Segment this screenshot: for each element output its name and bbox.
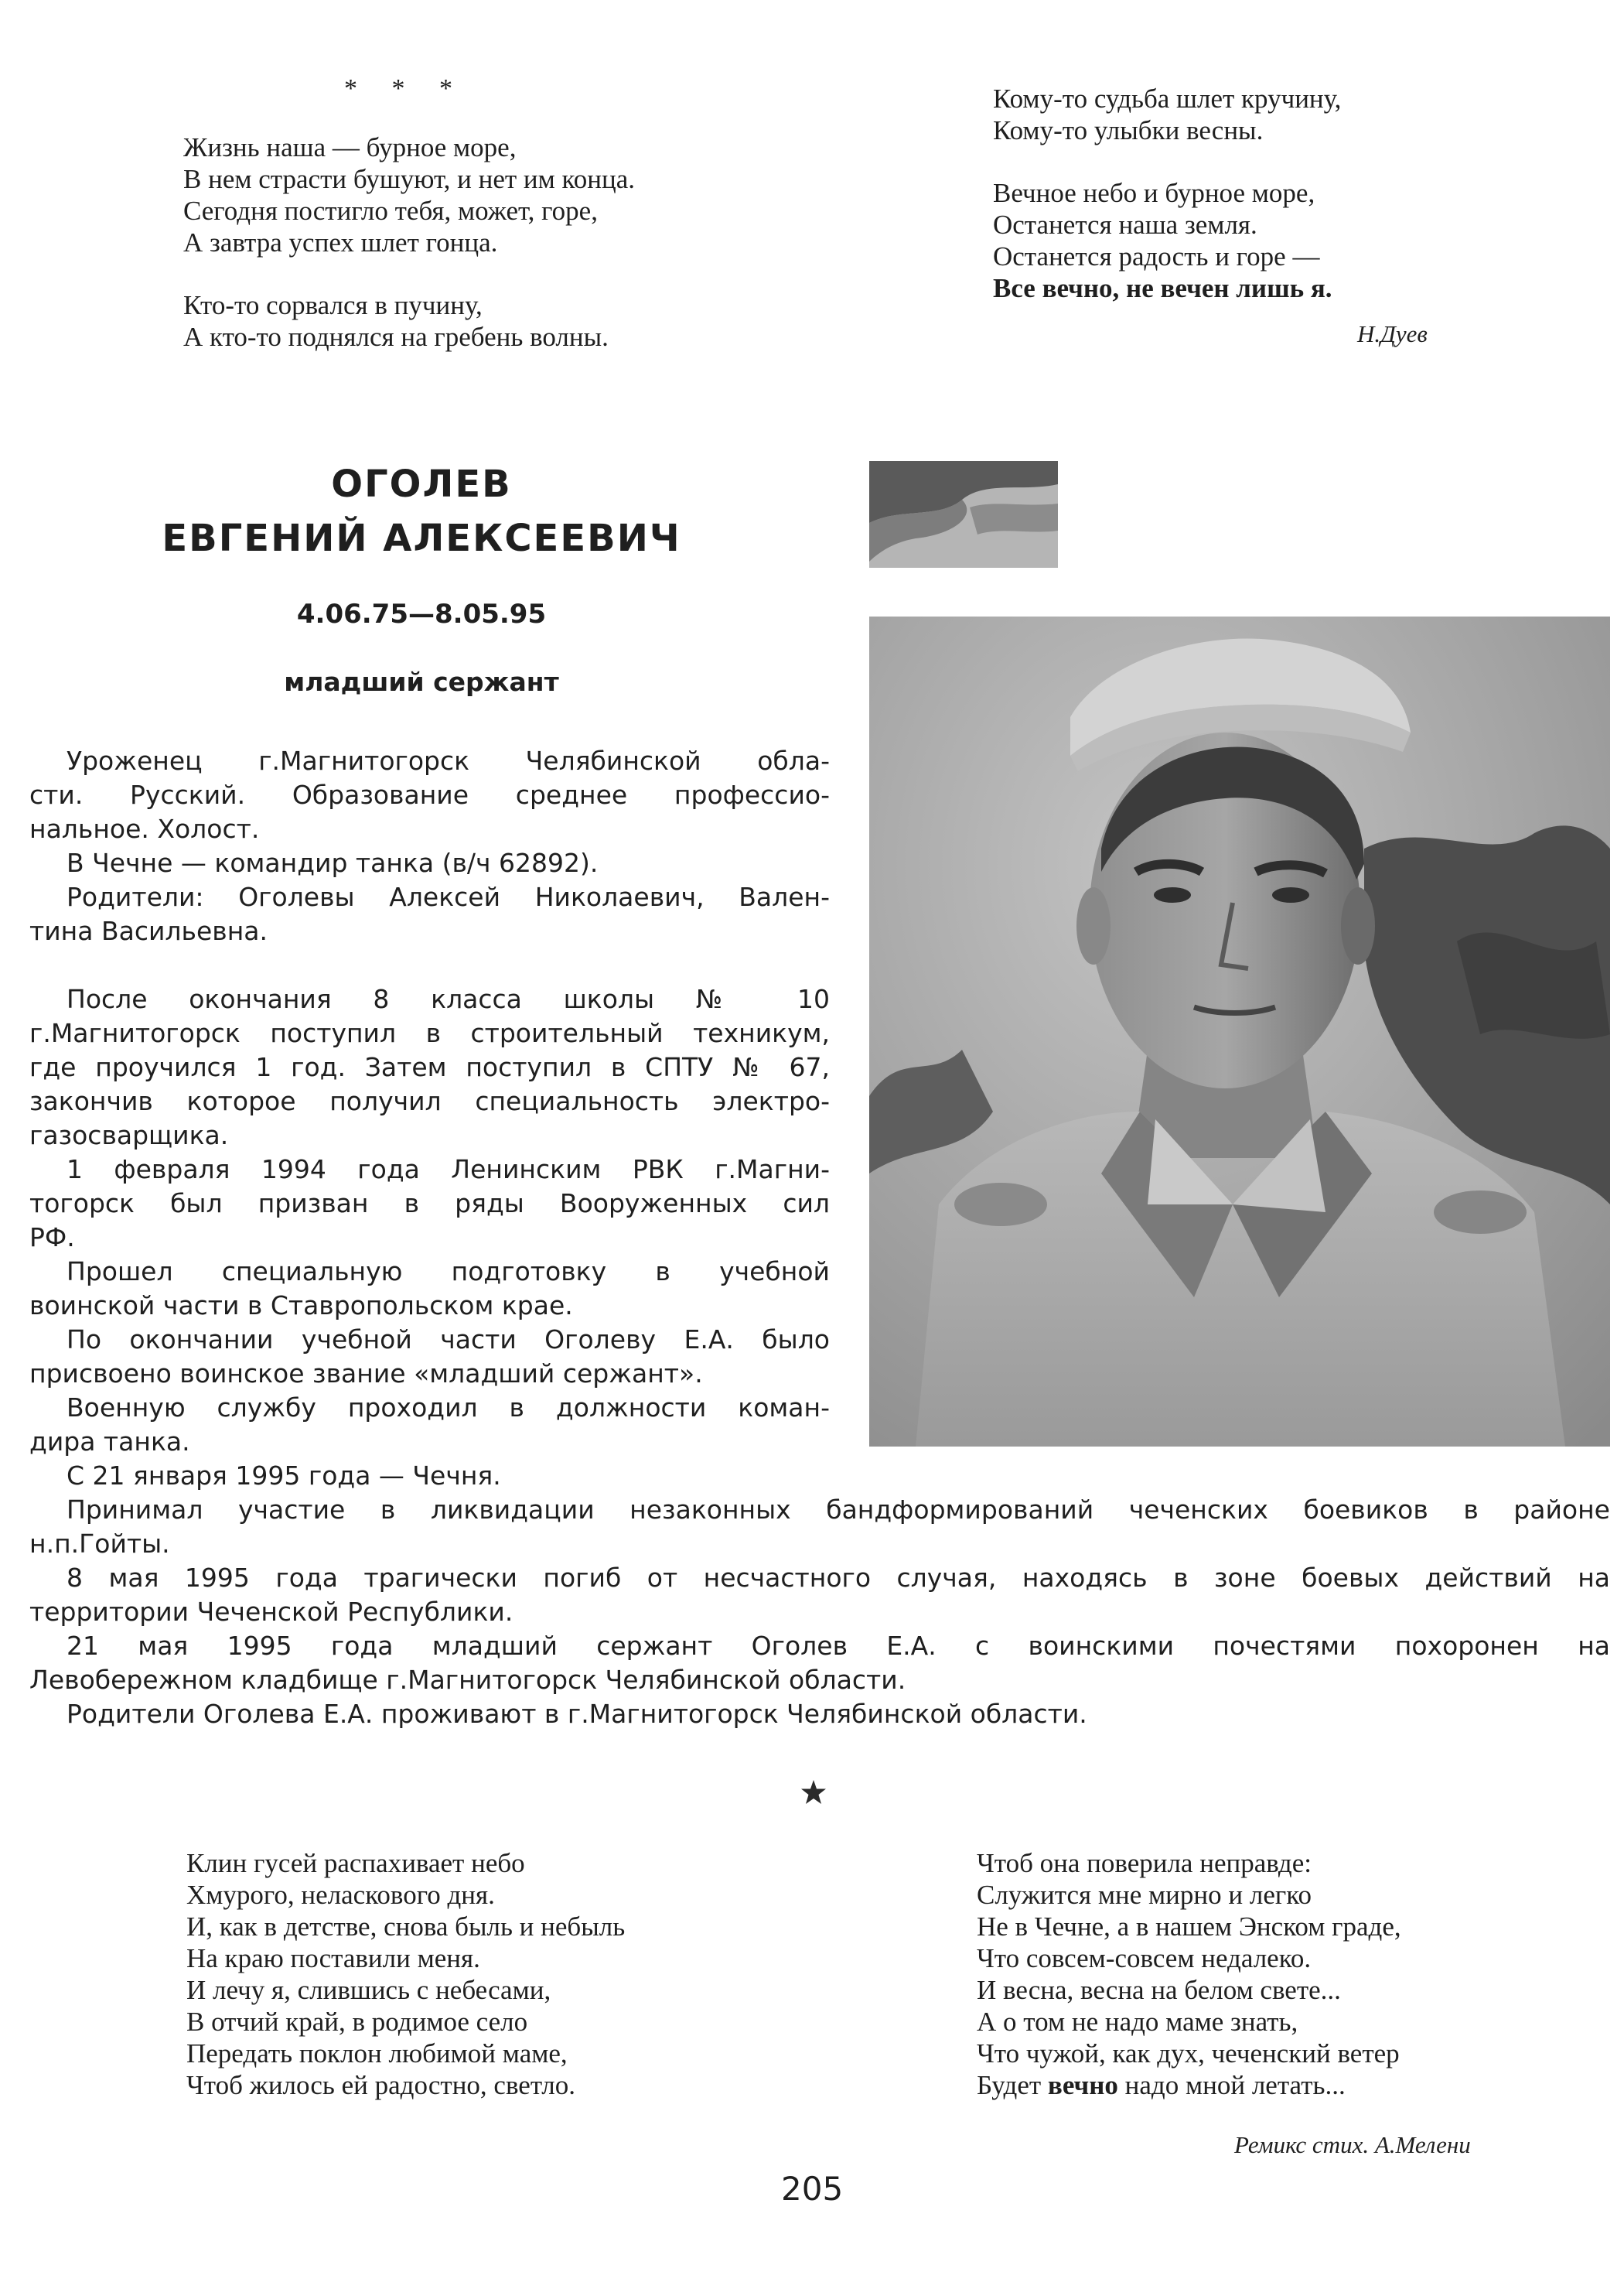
bio-line: 8 мая 1995 года трагически погиб от несчастного случая, находясь в зоне боевых действий на <box>67 1563 1610 1593</box>
text-line: И весна, весна на белом свете... <box>977 1975 1341 2005</box>
text-line: Жизнь наша — бурное море, <box>183 132 517 162</box>
bio-line: воинской части в Ставропольском крае. <box>29 1290 573 1320</box>
bio-line: г.Магнитогорск поступил в строительный техникум, <box>29 1018 830 1048</box>
poem-separator: * * * <box>344 74 466 103</box>
bio-line: н.п.Гойты. <box>29 1529 170 1559</box>
photo-fragment <box>869 461 1058 568</box>
bio-line: Прошел специальную подготовку в учебной <box>67 1256 830 1286</box>
bio-paragraph <box>29 1697 1610 1731</box>
bio-paragraph <box>29 1153 830 1255</box>
bio-line: территории Чеченской Республики. <box>29 1597 513 1627</box>
bio-line: дира танка. <box>29 1426 190 1457</box>
text-line: А кто-то поднялся на гребень волны. <box>183 322 609 352</box>
bio-paragraph <box>29 1629 1610 1697</box>
bio-paragraph <box>29 1323 830 1391</box>
text-line: Служится мне мирно и легко <box>977 1880 1312 1910</box>
text-line: А завтра успех шлет гонца. <box>183 227 498 258</box>
biography-narrow-column <box>29 744 830 1493</box>
bio-paragraph <box>29 1493 1610 1561</box>
bottom-poem-right <box>977 1847 1401 2101</box>
bio-line: Левобережном кладбище г.Магнитогорск Челябинской области. <box>29 1665 906 1695</box>
text-line: Останется радость и горе — <box>993 241 1320 272</box>
bio-line: закончив которое получил специальность электро- <box>29 1086 830 1116</box>
bottom-poem-author: Ремикс стих. А.Мелени <box>1234 2131 1471 2158</box>
text-line: В отчий край, в родимое село <box>186 2007 528 2037</box>
bio-line: В Чечне — командир танка (в/ч 62892). <box>67 848 599 878</box>
bio-paragraph <box>29 880 830 948</box>
bio-line: Уроженец г.Магнитогорск Челябинской обла- <box>67 746 830 776</box>
top-poem-right <box>993 83 1341 304</box>
text-line: Сегодня постигло тебя, может, горе, <box>183 196 598 226</box>
text-line: Кому-то улыбки весны. <box>993 115 1264 145</box>
bio-line: Родители: Оголевы Алексей Николаевич, Вален- <box>67 882 830 912</box>
bio-line: По окончании учебной части Оголеву Е.А. было <box>67 1324 830 1355</box>
text-line: Все вечно, не вечен лишь я. <box>993 273 1332 303</box>
bio-line: РФ. <box>29 1222 75 1252</box>
top-poem-left <box>183 132 635 353</box>
text-line: Не в Чечне, а в нашем Энском граде, <box>977 1911 1401 1942</box>
last-line-prefix: Будет <box>977 2070 1048 2100</box>
military-rank: младший сержант <box>284 667 559 697</box>
bio-line: присвоено воинское звание «младший сержант». <box>29 1358 703 1389</box>
bio-line: тогорск был призван в ряды Вооруженных сил <box>29 1188 830 1218</box>
bio-line: тина Васильевна. <box>29 916 268 946</box>
bio-paragraph <box>29 982 830 1153</box>
text-line: Чтоб она поверила неправде: <box>977 1848 1312 1878</box>
text-line: А о том не надо маме знать, <box>977 2007 1298 2037</box>
bio-line: Принимал участие в ликвидации незаконных бандформирований чеченских боевиков в районе <box>67 1495 1610 1525</box>
bio-line: Военную службу проходил в должности коман- <box>67 1392 830 1423</box>
text-line: Хмурого, неласкового дня. <box>186 1880 495 1910</box>
bio-line: 1 февраля 1994 года Ленинским РВК г.Магни- <box>67 1154 830 1184</box>
bio-paragraph <box>29 1255 830 1323</box>
bio-paragraph <box>29 846 830 880</box>
bio-line: где проучился 1 год. Затем поступил в СПТУ № 67, <box>29 1052 830 1082</box>
star-icon <box>800 1779 827 1809</box>
bio-line: 21 мая 1995 года младший сержант Оголев Е.А. с воинскими почестями похоронен на <box>67 1631 1610 1661</box>
biography-full-width <box>29 1493 1610 1731</box>
person-surname: ОГОЛЕВ <box>331 463 512 506</box>
text-line: Передать поклон любимой маме, <box>186 2038 568 2068</box>
bio-line: сти. Русский. Образование среднее профессио- <box>29 780 830 810</box>
text-line: И лечу я, слившись с небесами, <box>186 1975 551 2005</box>
bio-line: С 21 января 1995 года — Чечня. <box>67 1460 501 1491</box>
bio-paragraph <box>29 1459 830 1493</box>
text-line: Останется наша земля. <box>993 210 1257 240</box>
text-line: Вечное небо и бурное море, <box>993 178 1315 208</box>
last-line-bold-word: вечно <box>1047 2070 1118 2100</box>
text-line: В нем страсти бушуют, и нет им конца. <box>183 164 636 194</box>
text-line: Что чужой, как дух, чеченский ветер <box>977 2038 1400 2068</box>
bio-line: нальное. Холост. <box>29 814 260 844</box>
bio-paragraph <box>29 744 830 846</box>
text-line: Что совсем-совсем недалеко. <box>977 1943 1312 1973</box>
text-line: На краю поставили меня. <box>186 1943 480 1973</box>
top-poem-author: Н.Дуев <box>1357 320 1428 347</box>
text-line: Чтоб жилось ей радостно, светло. <box>186 2070 575 2100</box>
bottom-poem-last-line <box>977 2069 1401 2101</box>
bio-line: После окончания 8 класса школы № 10 <box>67 984 830 1014</box>
text-line: Кто-то сорвался в пучину, <box>183 290 483 320</box>
bio-paragraph <box>29 1391 830 1459</box>
text-line: И, как в детстве, снова быль и небыль <box>186 1911 626 1942</box>
last-line-suffix: надо мной летать... <box>1117 2070 1346 2100</box>
bio-line: газосварщика. <box>29 1120 229 1150</box>
portrait-photo <box>869 617 1610 1447</box>
person-given-names: ЕВГЕНИЙ АЛЕКСЕЕВИЧ <box>162 517 681 560</box>
bottom-poem-left <box>186 1847 625 2101</box>
life-dates: 4.06.75—8.05.95 <box>296 599 547 630</box>
page-number: 205 <box>781 2170 844 2208</box>
text-line: Клин гусей распахивает небо <box>186 1848 525 1878</box>
text-line: Кому-то судьба шлет кручину, <box>993 84 1342 114</box>
bio-paragraph <box>29 1561 1610 1629</box>
bio-line: Родители Оголева Е.А. проживают в г.Магнитогорск Челябинской области. <box>67 1699 1087 1729</box>
